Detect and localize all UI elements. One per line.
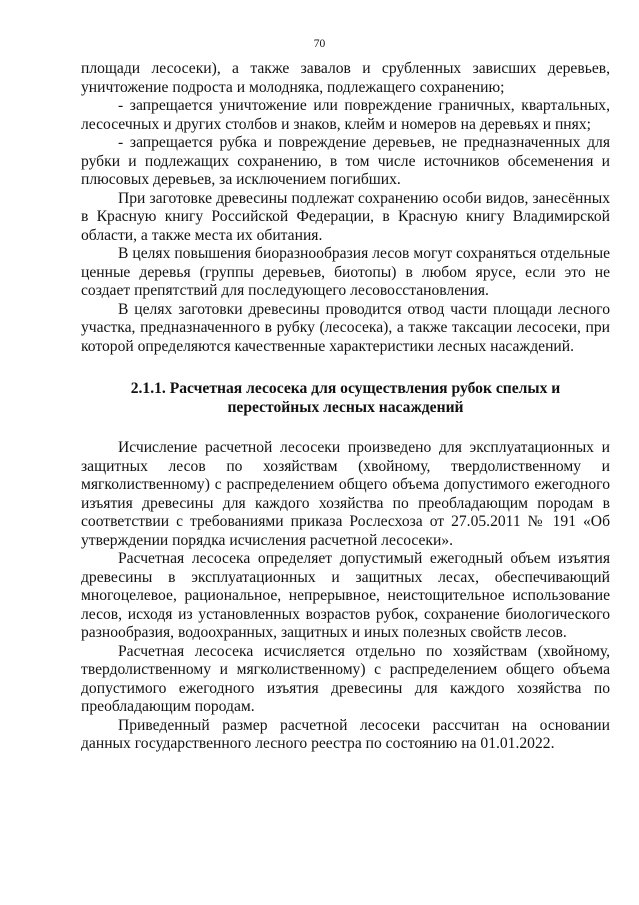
paragraph-annual-volume: Расчетная лесосека определяет допустимый ежегодный объем изъятия древесины в эксплуатационных и защитных лесах, обеспечивающий многоцелевое, рациональное, непрерывное, неистощительное использование лесов, исходя из установленных возрастов рубок, сохранение биологического разнообразия, водоохранных, защитных и иных полезных свойств лесов. [81, 550, 610, 641]
paragraph-red-book: При заготовке древесины подлежат сохранению особи видов, занесённых в Красную книгу Российской Федерации, в Красную книгу Владимирской области, а также места их обитания. [81, 189, 610, 244]
section-heading-line-2: перестойных лесных насаждений [227, 398, 464, 416]
paragraph-boundary-markers: - запрещается уничтожение или повреждение граничных, квартальных, лесосечных и других столбов и знаков, клейм и номеров на деревьях и пнях; [81, 97, 610, 133]
section-heading [81, 380, 610, 417]
paragraph-continuation: площади лесосеки), а также завалов и срубленных зависших деревьев, уничтожение подроста и молодняка, подлежащего сохранению; [81, 60, 610, 96]
paragraph-tree-protection: - запрещается рубка и повреждение деревьев, не предназначенных для рубки и подлежащих сохранению, в том числе источников обсеменения и плюсовых деревьев, за исключением погибших. [81, 134, 610, 188]
paragraph-calculation: Исчисление расчетной лесосеки произведено для эксплуатационных и защитных лесов по хозяйствам (хвойному, твердолиственному и мягколиственному) с распределением общего объема допустимого ежегодного изъятия древесины для каждого хозяйства по преобладающим породам в соответствии с требованиями приказа Рослесхоза от 27.05.2011 № 191 «Об утверждении порядка исчисления расчетной лесосеки». [81, 439, 610, 549]
paragraph-biodiversity: В целях повышения биоразнообразия лесов могут сохраняться отдельные ценные деревья (группы деревьев, биотопы) в любом ярусе, если это не создает препятствий для последующего лесовосстановления. [81, 245, 610, 299]
paragraph-registry-date: Приведенный размер расчетной лесосеки рассчитан на основании данных государственного лесного реестра по состоянию на 01.01.2022. [81, 716, 610, 752]
section-heading-line-1: 2.1.1. Расчетная лесосека для осуществления рубок спелых и [130, 380, 561, 397]
paragraph-by-household: Расчетная лесосека исчисляется отдельно по хозяйствам (хвойному, твердолиственному и мягколиственному) с распределением общего объема допустимого ежегодного изъятия древесины для каждого хозяйства по преобладающим породам. [81, 642, 610, 715]
page-number: 70 [313, 38, 326, 50]
document-body [81, 60, 610, 754]
paragraph-allotment: В целях заготовки древесины проводится отвод части площади лесного участка, предназначенного в рубку (лесосека), а также таксации лесосеки, при которой определяются качественные характеристики лесных насаждений. [81, 300, 610, 355]
